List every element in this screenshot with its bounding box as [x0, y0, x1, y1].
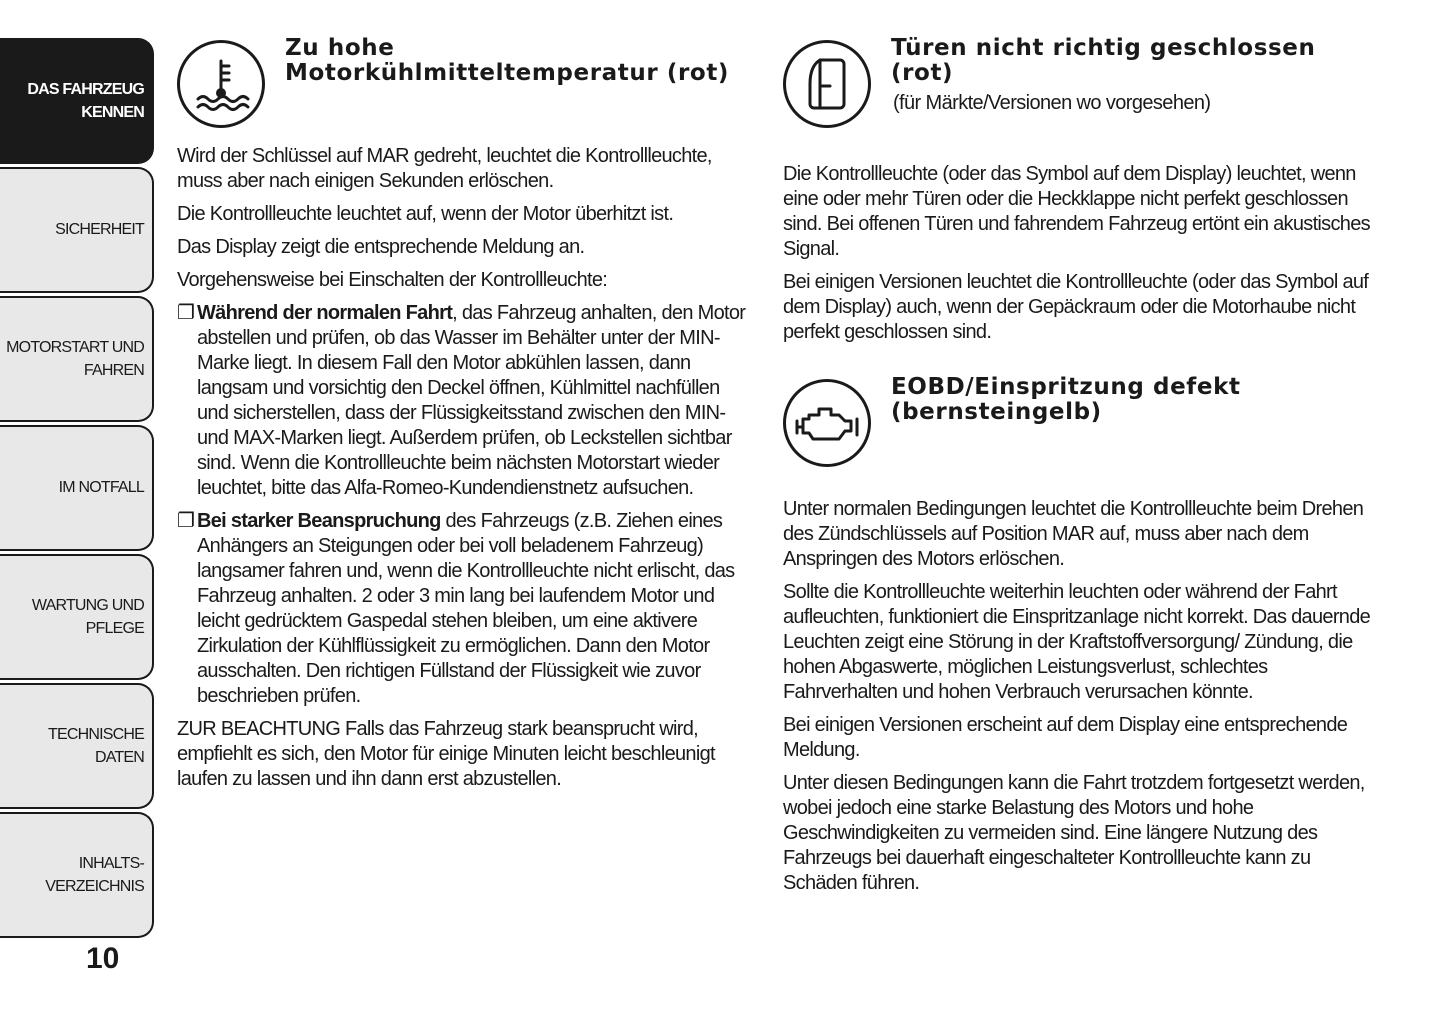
- paragraph: Wird der Schlüssel auf MAR gedreht, leuchtet die Kontrollleuchte, muss aber nach einigen Sekunden erlöschen.: [177, 145, 712, 192]
- tab-im-notfall[interactable]: IM NOTFALL: [0, 425, 154, 551]
- section-heading: EOBD/Einspritzung defekt (bernsteingelb): [891, 374, 1241, 425]
- paragraph: Das Display zeigt die entsprechende Meldung an.: [177, 236, 585, 258]
- paragraph: Sollte die Kontrollleuchte weiterhin leuchten oder während der Fahrt aufleuchten, funktioniert die Einspritzanlage nicht korrekt. Das dauernde Leuchten zeigt eine Störung in der Kraftstoffversorgung/ Zündung, die hohen Abgaswerte, möglichen Leistungsverlust, schlechtes Fahrverhalten und hohen Verbrauch verursachen könnte.: [783, 581, 1371, 703]
- page-number: 10: [86, 942, 120, 975]
- checkbox-bullet-icon: ❐: [177, 510, 195, 532]
- tab-technische-daten[interactable]: TECHNISCHE DATEN: [0, 683, 154, 809]
- section-header: [783, 34, 1373, 162]
- tab-wartung-und-pflege[interactable]: WARTUNG UND PFLEGE: [0, 554, 154, 680]
- bullet-item: [177, 301, 755, 501]
- section-header-eobd: [783, 373, 1373, 497]
- tab-motorstart-und-fahren[interactable]: MOTORSTART UND FAHREN: [0, 296, 154, 422]
- note-paragraph: ZUR BEACHTUNG Falls das Fahrzeug stark beansprucht wird, empfiehlt es sich, den Motor für einige Minuten leicht beschleunigt laufen zu lassen und ihn dann erst abzustellen.: [177, 718, 715, 790]
- paragraph: Bei einigen Versionen erscheint auf dem Display eine entsprechende Meldung.: [783, 714, 1348, 761]
- engine-check-icon: [783, 379, 871, 467]
- checkbox-bullet-icon: ❐: [177, 302, 195, 324]
- market-note: (für Märkte/Versionen wo vorgesehen): [893, 92, 1211, 114]
- bullet-body: des Fahrzeugs (z.B. Ziehen eines Anhängers an Steigungen oder bei voll beladenem Fahrzeug) langsamer fahren und, wenn die Kontrollleuchte nicht erlischt, das Fahrzeug anhalten. 2 oder 3 min lang bei laufendem Motor und leicht gedrücktem Gaspedal stehen bleiben, um eine aktivere Zirkulation der Kühlflüssigkeit zu ermöglichen. Dann den Motor ausschalten. Den richtigen Füllstand der Flüssigkeit wie zuvor beschrieben prüfen.: [197, 510, 735, 707]
- section-coolant-temperature: [177, 34, 755, 800]
- tab-das-fahrzeug-kennen[interactable]: DAS FAHRZEUG KENNEN: [0, 38, 154, 164]
- paragraph: Unter diesen Bedingungen kann die Fahrt trotzdem fortgesetzt werden, wobei jedoch eine starke Belastung des Motors und hohe Geschwindigkeiten zu vermeiden sind. Eine längere Nutzung des Fahrzeugs bei dauerhaft eingeschalteter Kontrollleuchte kann zu Schäden führen.: [783, 772, 1365, 894]
- paragraph: Unter normalen Bedingungen leuchtet die Kontrollleuchte beim Drehen des Zündschlüssels auf Position MAR auf, muss aber nach dem Anspringen des Motors erlöschen.: [783, 498, 1364, 570]
- bullet-text: [197, 509, 755, 709]
- bullet-text: [197, 301, 755, 501]
- paragraph: Vorgehensweise bei Einschalten der Kontrollleuchte:: [177, 269, 608, 291]
- tab-inhaltsverzeichnis[interactable]: INHALTS- VERZEICHNIS: [0, 812, 154, 938]
- paragraph: Bei einigen Versionen leuchtet die Kontrollleuchte (oder das Symbol auf dem Display) auch, wenn der Gepäckraum oder die Motorhaube nicht perfekt geschlossen sind.: [783, 271, 1369, 343]
- section-doors-not-closed: [783, 34, 1373, 904]
- bullet-item: [177, 509, 755, 709]
- bullet-bold-lead: Während der normalen Fahrt: [197, 302, 453, 324]
- paragraph: Die Kontrollleuchte leuchtet auf, wenn der Motor überhitzt ist.: [177, 203, 674, 225]
- door-open-icon: [783, 40, 871, 128]
- section-heading: Türen nicht richtig geschlossen (rot): [891, 35, 1316, 86]
- bullet-bold-lead: Bei starker Beanspruchung: [197, 510, 441, 532]
- bullet-body: , das Fahrzeug anhalten, den Motor abstellen und prüfen, ob das Wasser im Behälter unter der MIN-Marke liegt. In diesem Fall den Motor abkühlen lassen, dann langsam und vorsichtig den Deckel öffnen, Kühlmittel nachfüllen und sicherstellen, dass der Flüssigkeitsstand zwischen den MIN- und MAX-Marken liegt. Außerdem prüfen, ob Leckstellen sichtbar sind. Wenn die Kontrollleuchte beim nächsten Motorstart wieder leuchtet, bitte das Alfa-Romeo-Kundendienstnetz aufsuchen.: [197, 302, 746, 499]
- section-header: [177, 34, 755, 138]
- section-heading: Zu hohe Motorkühlmitteltemperatur (rot): [285, 35, 730, 86]
- paragraph: Die Kontrollleuchte (oder das Symbol auf dem Display) leuchtet, wenn eine oder mehr Türen oder die Heckklappe nicht perfekt geschlossen sind. Bei offenen Türen und fahrendem Fahrzeug ertönt ein akustisches Signal.: [783, 163, 1370, 260]
- coolant-temperature-icon: [177, 40, 265, 128]
- tab-sicherheit[interactable]: SICHERHEIT: [0, 167, 154, 293]
